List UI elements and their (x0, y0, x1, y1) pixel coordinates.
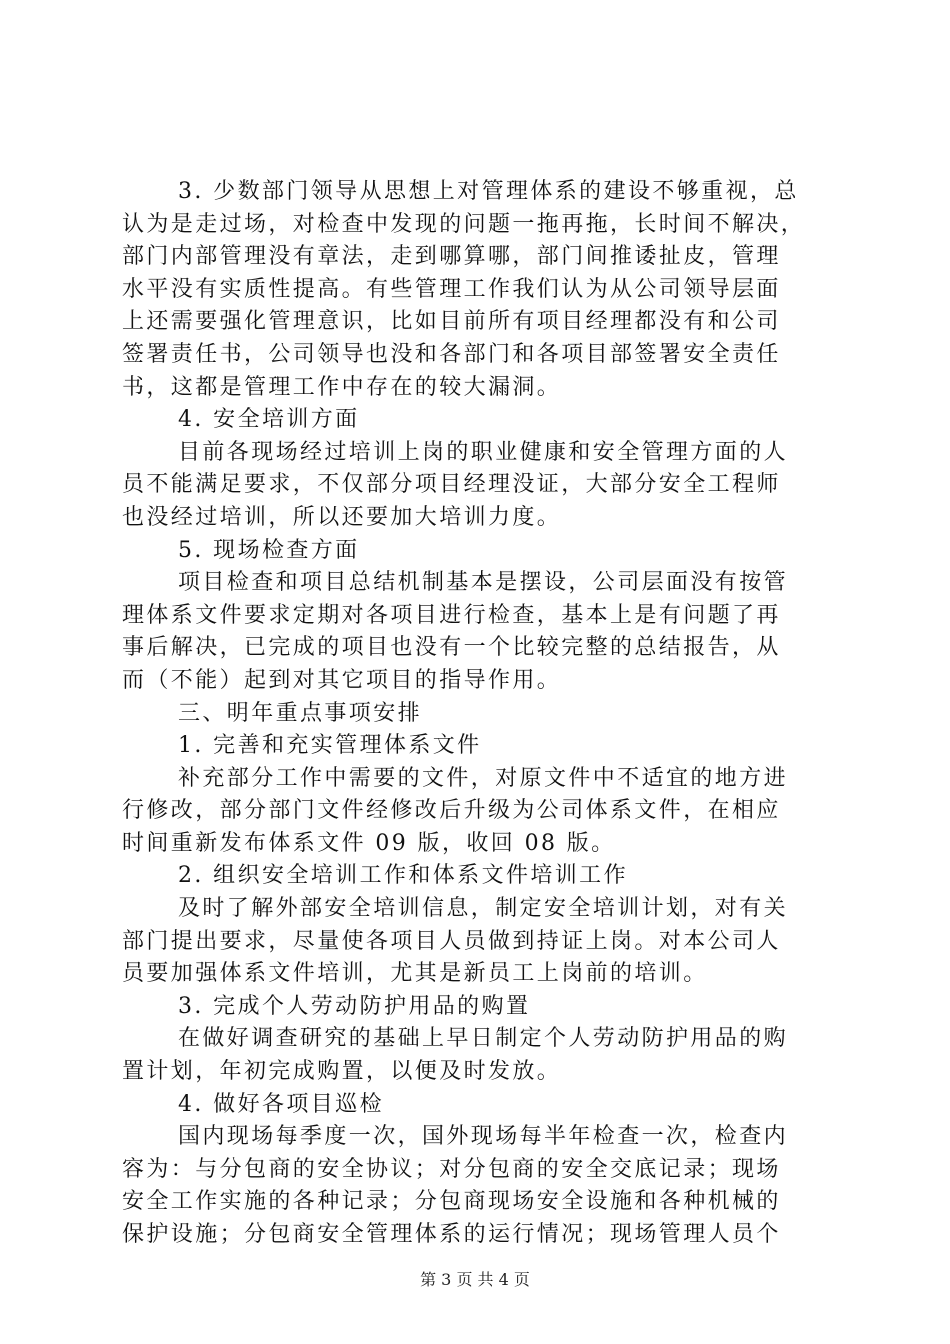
text-line: 三、明年重点事项安排 (178, 700, 423, 726)
text-line: 补充部分工作中需要的文件，对原文件中不适宜的地方进 (178, 765, 789, 791)
text-line: 部门内部管理没有章法，走到哪算哪，部门间推诿扯皮，管理 (122, 244, 781, 270)
text-line: 4. 做好各项目巡检 (178, 1091, 384, 1117)
text-line: 3. 少数部门领导从思想上对管理体系的建设不够重视，总 (178, 179, 799, 204)
text-line: 目前各现场经过培训上岗的职业健康和安全管理方面的人 (178, 439, 789, 465)
text-line: 2. 组织安全培训工作和体系文件培训工作 (178, 863, 628, 889)
text-line: 理体系文件要求定期对各项目进行检查，基本上是有问题了再 (122, 602, 781, 628)
text-line: 容为：与分包商的安全协议；对分包商的安全交底记录；现场 (122, 1156, 781, 1182)
text-line: 书，这都是管理工作中存在的较大漏洞。 (122, 374, 562, 400)
text-line: 安全工作实施的各种记录；分包商现场安全设施和各种机械的 (122, 1189, 781, 1215)
text-line: 而（不能）起到对其它项目的指导作用。 (122, 667, 562, 693)
text-line: 签署责任书，公司领导也没和各部门和各项目部签署安全责任 (122, 341, 781, 367)
text-line: 部门提出要求，尽量使各项目人员做到持证上岗。对本公司人 (122, 928, 781, 954)
text-line: 水平没有实质性提高。有些管理工作我们认为从公司领导层面 (122, 276, 781, 302)
text-line: 员要加强体系文件培训，尤其是新员工上岗前的培训。 (122, 961, 708, 987)
text-line: 上还需要强化管理意识，比如目前所有项目经理都没有和公司 (122, 309, 781, 335)
text-line: 及时了解外部安全培训信息，制定安全培训计划，对有关 (178, 896, 789, 922)
text-line: 也没经过培训，所以还要加大培训力度。 (122, 504, 562, 530)
text-line: 5. 现场检查方面 (178, 537, 360, 563)
text-line: 时间重新发布体系文件 09 版，收回 08 版。 (122, 830, 616, 856)
text-line: 国内现场每季度一次，国外现场每半年检查一次，检查内 (178, 1124, 789, 1150)
text-line: 事后解决，已完成的项目也没有一个比较完整的总结报告，从 (122, 635, 781, 661)
text-line: 项目检查和项目总结机制基本是摆设，公司层面没有按管 (178, 570, 789, 596)
text-line: 置计划，年初完成购置，以便及时发放。 (122, 1059, 562, 1085)
document-body (122, 176, 832, 1252)
text-line: 4. 安全培训方面 (178, 407, 360, 433)
text-line: 3. 完成个人劳动防护用品的购置 (178, 993, 531, 1019)
text-line: 在做好调查研究的基础上早日制定个人劳动防护用品的购 (178, 1026, 789, 1052)
text-line: 1. 完善和充实管理体系文件 (178, 733, 482, 759)
text-line: 员不能满足要求，不仅部分项目经理没证，大部分安全工程师 (122, 472, 781, 498)
page-footer: 第 3 页 共 4 页 (420, 1270, 530, 1289)
text-line: 认为是走过场，对检查中发现的问题一拖再拖，长时间不解决， (122, 211, 806, 237)
text-line: 行修改，部分部门文件经修改后升级为公司体系文件，在相应 (122, 798, 781, 824)
text-line: 保护设施；分包商安全管理体系的运行情况；现场管理人员个 (122, 1222, 781, 1247)
